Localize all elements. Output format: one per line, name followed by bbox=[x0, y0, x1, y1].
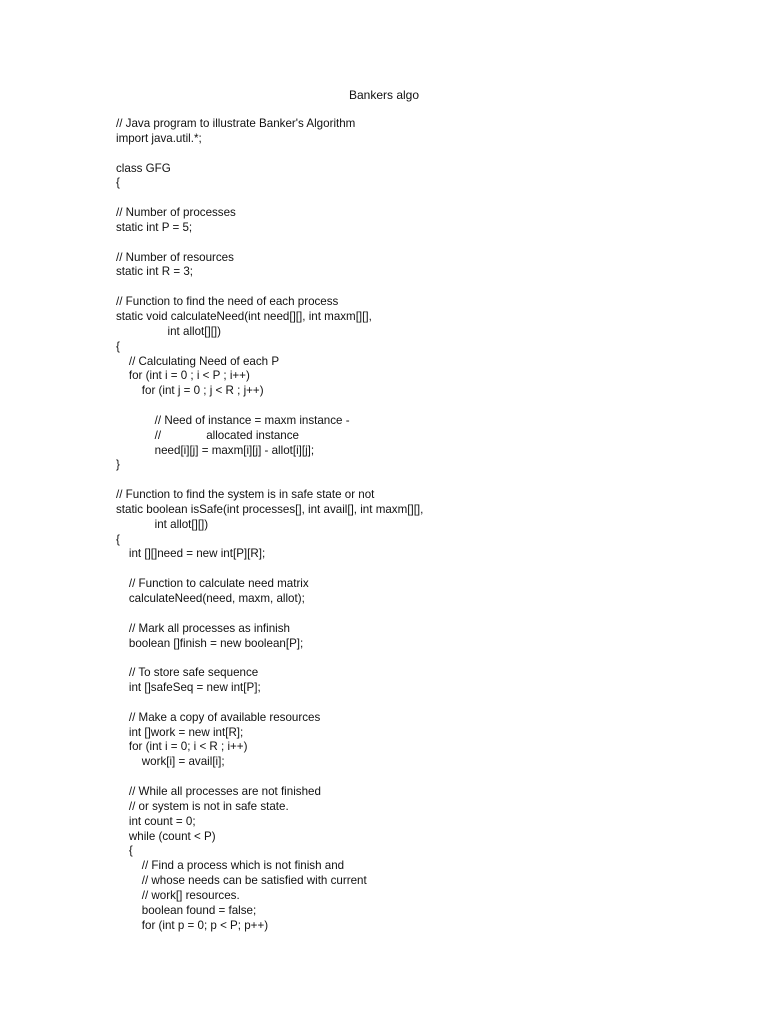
code-line: // Function to calculate need matrix bbox=[116, 577, 309, 591]
code-line: static int P = 5; bbox=[116, 220, 193, 234]
code-line: // Function to find the system is in safe state or not bbox=[116, 488, 375, 502]
code-line: { bbox=[116, 176, 120, 190]
code-line: boolean found = false; bbox=[116, 903, 257, 917]
code-line: int []work = new int[R]; bbox=[116, 725, 244, 739]
code-line: for (int i = 0 ; i < P ; i++) bbox=[116, 369, 250, 383]
code-line bbox=[116, 236, 736, 251]
code-line: // Function to find the need of each process bbox=[116, 295, 339, 309]
code-line bbox=[116, 696, 736, 711]
code-line: // Number of processes bbox=[116, 206, 236, 220]
code-line: // Find a process which is not finish and bbox=[116, 859, 345, 873]
code-line: // While all processes are not finished bbox=[116, 784, 321, 798]
code-line: int count = 0; bbox=[116, 814, 196, 828]
code-line: boolean []finish = new boolean[P]; bbox=[116, 636, 304, 650]
code-line: static int R = 3; bbox=[116, 265, 194, 279]
code-line: static void calculateNeed(int need[][], int maxm[][], bbox=[116, 309, 372, 323]
code-line: for (int i = 0; i < R ; i++) bbox=[116, 740, 248, 754]
code-line: // Need of instance = maxm instance - bbox=[116, 413, 350, 427]
code-block bbox=[116, 117, 736, 933]
code-line: { bbox=[116, 339, 120, 353]
code-line: { bbox=[116, 532, 120, 546]
code-line: class GFG bbox=[116, 161, 171, 175]
code-line: // To store safe sequence bbox=[116, 666, 259, 680]
code-line: } bbox=[116, 458, 120, 472]
code-line: for (int j = 0 ; j < R ; j++) bbox=[116, 384, 264, 398]
code-line: // Make a copy of available resources bbox=[116, 710, 321, 724]
document-title: Bankers algo bbox=[348, 88, 420, 102]
code-line: int allot[][]) bbox=[116, 517, 209, 531]
code-line bbox=[116, 191, 736, 206]
code-line: // Number of resources bbox=[116, 250, 234, 264]
code-line: // or system is not in safe state. bbox=[116, 799, 289, 813]
code-line: // Java program to illustrate Banker's Algorithm bbox=[116, 117, 356, 130]
code-line bbox=[116, 473, 736, 488]
code-line: // work[] resources. bbox=[116, 888, 240, 902]
code-line: // whose needs can be satisfied with current bbox=[116, 874, 367, 888]
code-line: // allocated instance bbox=[116, 428, 300, 442]
code-line: calculateNeed(need, maxm, allot); bbox=[116, 592, 305, 605]
code-line: int [][]need = new int[P][R]; bbox=[116, 547, 266, 561]
code-line: { bbox=[116, 844, 133, 858]
code-line: work[i] = avail[i]; bbox=[116, 755, 225, 769]
code-line bbox=[116, 562, 736, 577]
code-line bbox=[116, 651, 736, 666]
code-line bbox=[116, 147, 736, 162]
code-line bbox=[116, 399, 736, 414]
code-line: // Mark all processes as infinish bbox=[116, 621, 290, 635]
code-line: while (count < P) bbox=[116, 829, 216, 843]
code-line: need[i][j] = maxm[i][j] - allot[i][j]; bbox=[116, 443, 315, 457]
code-line bbox=[116, 280, 736, 295]
code-line bbox=[116, 607, 736, 622]
code-line: int allot[][]) bbox=[116, 324, 222, 338]
code-line: for (int p = 0; p < P; p++) bbox=[116, 918, 269, 932]
code-line: // Calculating Need of each P bbox=[116, 354, 280, 368]
code-line bbox=[116, 770, 736, 785]
code-line: int []safeSeq = new int[P]; bbox=[116, 681, 261, 695]
code-line: static boolean isSafe(int processes[], int avail[], int maxm[][], bbox=[116, 502, 424, 516]
code-line: import java.util.*; bbox=[116, 131, 202, 145]
